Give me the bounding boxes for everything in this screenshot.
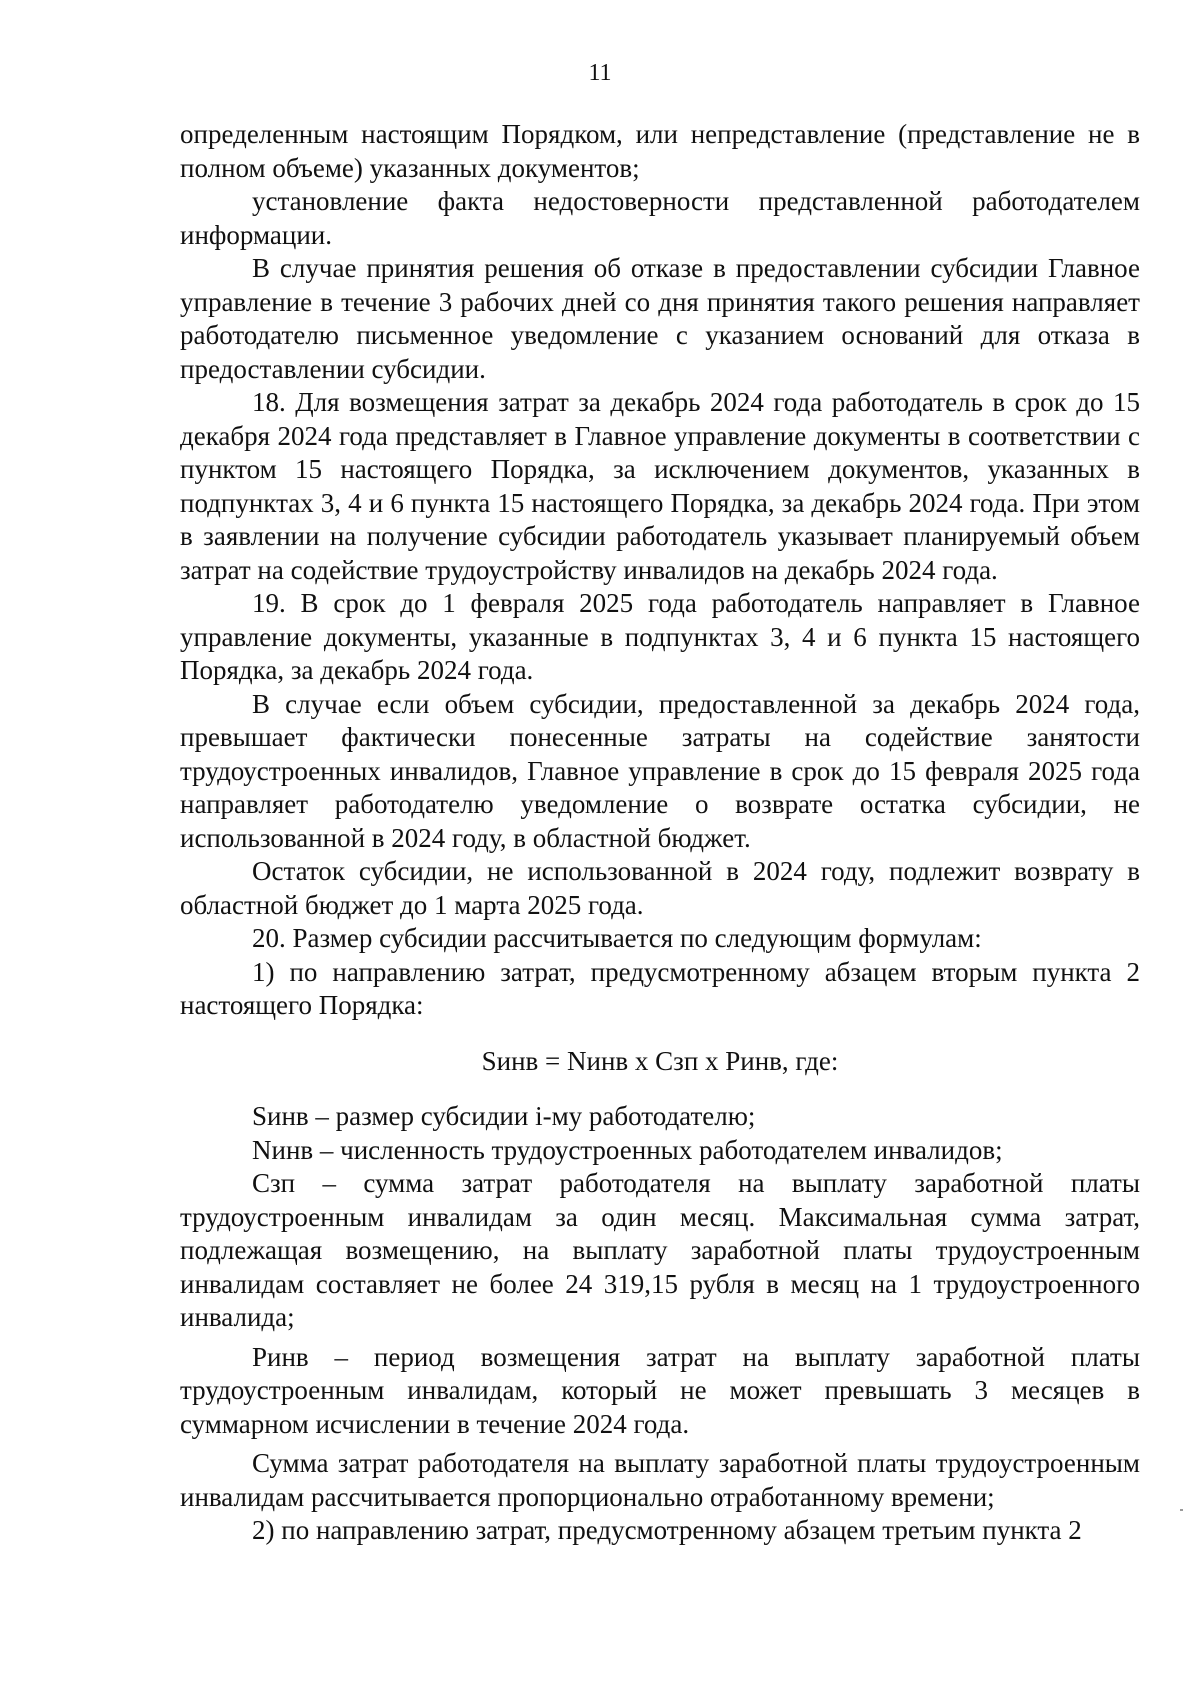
paragraph-formula-1-intro: 1) по направлению затрат, предусмотренному абзацем вторым пункта 2 настоящего Порядка: [180, 956, 1140, 1020]
paragraph-refusal-notice: В случае принятия решения об отказе в предоставлении субсидии Главное управление в течение 3 рабочих дней со дня принятия такого решения направляет работодателю письменное уведомление с указанием оснований для отказа в предоставлении субсидии. [180, 253, 1140, 384]
paragraph-formula-2-intro: 2) по направлению затрат, предусмотренному абзацем третьим пункта 2 [252, 1515, 1082, 1545]
paragraph-excess-subsidy: В случае если объем субсидии, предоставленной за декабрь 2024 года, превышает фактически понесенные затраты на содействие занятости трудоустроенных инвалидов, Главное управление в срок до 15 февраля 2025 года направляет работодателю уведомление о возврате остатка субсидии, не использованной в 2024 году, в областной бюджет. [180, 688, 1140, 853]
paragraph-item-19: 19. В срок до 1 февраля 2025 года работодатель направляет в Главное управление документы, указанные в подпунктах 3, 4 и 6 пункта 15 настоящего Порядка, за декабрь 2024 года. [180, 588, 1140, 685]
formula-spacing [180, 1023, 1140, 1045]
formula-spacing [180, 1078, 1140, 1100]
paragraph-item-18: 18. Для возмещения затрат за декабрь 2024 года работодатель в срок до 15 декабря 2024 года представляет в Главное управление документы в соответствии с пунктом 15 настоящего Порядка, за исключением документов, указанных в подпунктах 3, 4 и 6 пункта 15 настоящего Порядка, за декабрь 2024 года. При этом в заявлении на получение субсидии работодатель указывает планируемый объем затрат на содействие трудоустройству инвалидов на декабрь 2024 года. [180, 387, 1140, 585]
paragraph-proportional-calculation: Сумма затрат работодателя на выплату заработной платы трудоустроенным инвалидам рассчитывается пропорционально отработанному времени; [180, 1448, 1140, 1512]
page-number: 11 [588, 60, 612, 86]
definition-s-inv: Sинв – размер субсидии i-му работодателю; [252, 1101, 756, 1131]
definition-r-inv: Ринв – период возмещения затрат на выплату заработной платы трудоустроенным инвалидам, который не может превышать 3 месяцев в суммарном исчислении в течение 2024 года. [180, 1341, 1140, 1439]
definition-c-zp: Сзп – сумма затрат работодателя на выплату заработной платы трудоустроенным инвалидам за один месяц. Максимальная сумма затрат, подлежащая возмещению, на выплату заработной платы трудоустроенным инвалидам составляет не более 24 319,15 рубля в месяц на 1 трудоустроенного инвалида; [180, 1168, 1140, 1332]
document-body [180, 118, 1140, 1548]
paragraph-item-20: 20. Размер субсидии рассчитывается по следующим формулам: [252, 923, 982, 953]
paragraph-documents-continuation: определенным настоящим Порядком, или непредставление (представление не в полном объеме) указанных документов; [180, 119, 1140, 183]
formula-subsidy: Sинв = Nинв х Сзп х Ринв, где: [481, 1045, 839, 1076]
definition-n-inv: Nинв – численность трудоустроенных работодателем инвалидов; [252, 1134, 1003, 1165]
scan-mark [1180, 1509, 1183, 1511]
paragraph-false-information: установление факта недостоверности представленной работодателем информации. [180, 186, 1140, 250]
paragraph-subsidy-remainder: Остаток субсидии, не использованной в 2024 году, подлежит возврату в областной бюджет до 1 марта 2025 года. [180, 856, 1140, 920]
